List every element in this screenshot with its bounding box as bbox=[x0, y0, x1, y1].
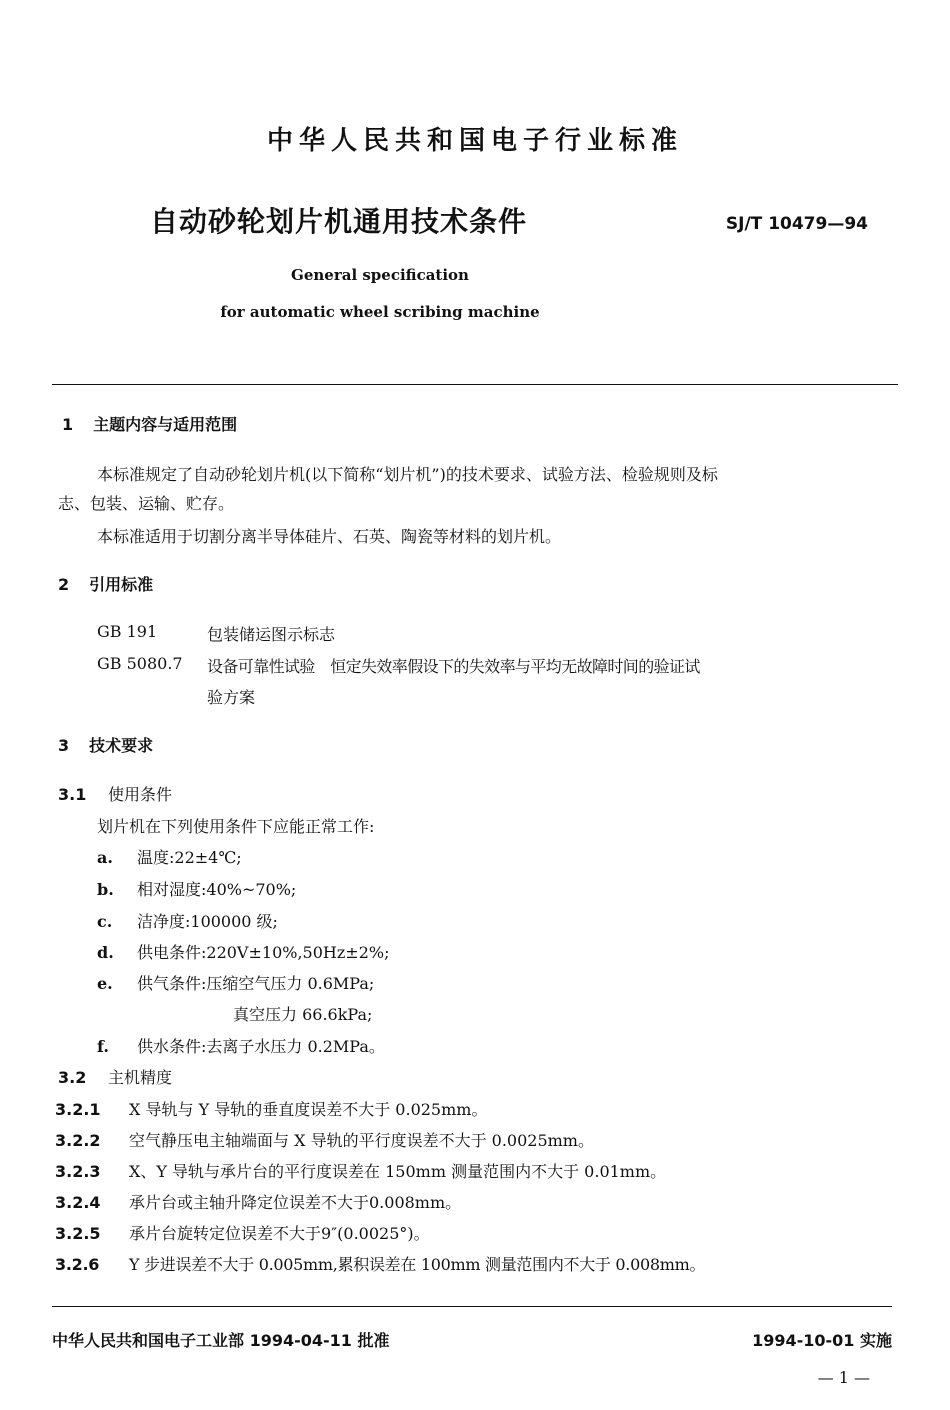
issuing-organization: 中华人民共和国电子行业标准 bbox=[266, 126, 683, 156]
item-text: 供电条件:220V±10%,50Hz±2%; bbox=[137, 943, 390, 962]
item-label: e. bbox=[97, 974, 113, 993]
item-number: 3.2.6 bbox=[55, 1255, 100, 1274]
item-text: 供气条件:压缩空气压力 0.6MPa; bbox=[137, 974, 375, 993]
precision-item bbox=[55, 1128, 594, 1151]
subsection-title: 使用条件 bbox=[108, 785, 173, 804]
item-text: 承片台或主轴升降定位误差不大于0.008mm。 bbox=[129, 1193, 462, 1212]
reference-gb5080-text: 设备可靠性试验 恒定失效率假设下的失效率与平均无故障时间的验证试 bbox=[207, 657, 700, 676]
section-1-paragraph-1-line1: 本标准规定了自动砂轮划片机(以下简称“划片机”)的技术要求、试验方法、检验规则及标 bbox=[97, 465, 718, 484]
page-number: — 1 — bbox=[817, 1368, 870, 1387]
item-label: a. bbox=[97, 848, 113, 867]
item-number: 3.2.2 bbox=[55, 1131, 101, 1150]
item-text: X、Y 导轨与承片台的平行度误差在 150mm 测量范围内不大于 0.01mm。 bbox=[129, 1162, 667, 1181]
condition-item bbox=[97, 877, 296, 900]
precision-item bbox=[55, 1159, 666, 1182]
item-label: c. bbox=[97, 912, 113, 931]
section-1-heading bbox=[62, 412, 237, 435]
precision-item bbox=[55, 1097, 487, 1120]
item-text: X 导轨与 Y 导轨的垂直度误差不大于 0.025mm。 bbox=[129, 1100, 488, 1119]
precision-item bbox=[55, 1252, 705, 1275]
item-number: 3.2.1 bbox=[55, 1100, 101, 1119]
item-number: 3.2.5 bbox=[55, 1224, 101, 1243]
section-number: 1 bbox=[62, 415, 74, 434]
subsection-title: 主机精度 bbox=[108, 1068, 173, 1087]
section-number: 3 bbox=[58, 736, 70, 755]
top-divider bbox=[52, 384, 898, 385]
subsection-number: 3.2 bbox=[58, 1068, 87, 1087]
precision-item bbox=[55, 1190, 461, 1213]
subsection-number: 3.1 bbox=[58, 785, 87, 804]
approval-line: 中华人民共和国电子工业部 1994-04-11 批准 bbox=[52, 1331, 390, 1350]
reference-gb5080-code: GB 5080.7 bbox=[97, 654, 183, 673]
section-number: 2 bbox=[58, 575, 70, 594]
english-title-line2: for automatic wheel scribing machine bbox=[220, 303, 540, 321]
item-label: f. bbox=[97, 1037, 109, 1056]
bottom-divider bbox=[52, 1306, 892, 1307]
section-title: 技术要求 bbox=[89, 736, 154, 755]
reference-gb5080-text-cont: 验方案 bbox=[207, 688, 256, 707]
reference-gb191-text: 包装储运图示标志 bbox=[207, 625, 336, 644]
reference-gb191-code: GB 191 bbox=[97, 622, 158, 641]
item-text: 洁净度:100000 级; bbox=[137, 912, 278, 931]
item-text: 相对湿度:40%~70%; bbox=[137, 880, 297, 899]
item-text: 承片台旋转定位误差不大于9″(0.0025°)。 bbox=[129, 1224, 430, 1243]
condition-item-cont: 真空压力 66.6kPa; bbox=[233, 1005, 373, 1024]
condition-item bbox=[97, 845, 242, 868]
standard-code: SJ/T 10479—94 bbox=[725, 214, 868, 234]
document-title: 自动砂轮划片机通用技术条件 bbox=[150, 205, 528, 238]
section-1-paragraph-1-line2: 志、包装、运输、贮存。 bbox=[58, 494, 235, 513]
section-2-heading bbox=[58, 572, 153, 595]
subsection-3-1-heading bbox=[58, 782, 172, 805]
usage-conditions-intro: 划片机在下列使用条件下应能正常工作: bbox=[97, 817, 375, 836]
section-1-paragraph-2: 本标准适用于切割分离半导体硅片、石英、陶瓷等材料的划片机。 bbox=[97, 527, 562, 546]
section-title: 主题内容与适用范围 bbox=[93, 415, 238, 434]
item-text: 温度:22±4℃; bbox=[137, 848, 242, 867]
section-3-heading bbox=[58, 733, 153, 756]
item-text: Y 步进误差不大于 0.005mm,累积误差在 100mm 测量范围内不大于 0.008mm。 bbox=[129, 1255, 706, 1274]
english-title-line1: General specification bbox=[291, 266, 469, 284]
condition-item bbox=[97, 1034, 385, 1057]
item-label: d. bbox=[97, 943, 114, 962]
item-label: b. bbox=[97, 880, 114, 899]
precision-item bbox=[55, 1221, 430, 1244]
item-number: 3.2.4 bbox=[55, 1193, 101, 1212]
condition-item bbox=[97, 971, 374, 994]
item-text: 空气静压电主轴端面与 X 导轨的平行度误差不大于 0.0025mm。 bbox=[129, 1131, 594, 1150]
condition-item bbox=[97, 940, 389, 963]
condition-item bbox=[97, 909, 278, 932]
implementation-date: 1994-10-01 实施 bbox=[752, 1331, 892, 1350]
section-title: 引用标准 bbox=[89, 575, 154, 594]
subsection-3-2-heading bbox=[58, 1065, 172, 1088]
item-text: 供水条件:去离子水压力 0.2MPa。 bbox=[137, 1037, 385, 1056]
item-number: 3.2.3 bbox=[55, 1162, 101, 1181]
